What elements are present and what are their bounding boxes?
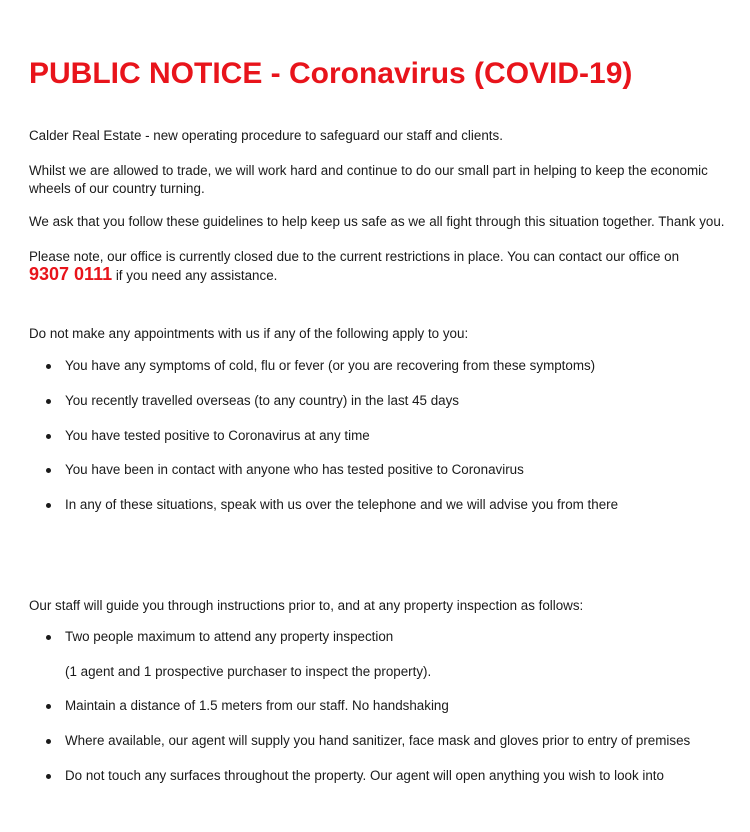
office-closed-text: Please note, our office is currently closed due to the current restrictions in place. You can contact our office on — [29, 249, 680, 264]
bullet-icon — [46, 635, 51, 640]
list-item-text: You have been in contact with anyone who has tested positive to Coronavirus — [65, 462, 524, 477]
bullet-icon — [46, 774, 51, 779]
appointments-heading: Do not make any appointments with us if any of the following apply to you: — [29, 326, 469, 341]
bullet-icon — [46, 739, 51, 744]
inspection-note: (1 agent and 1 prospective purchaser to inspect the property). — [65, 664, 432, 679]
bullet-icon — [46, 468, 51, 473]
list-item-text: You have tested positive to Coronavirus at any time — [65, 428, 370, 443]
list-item-text: You have any symptoms of cold, flu or fever (or you are recovering from these symptoms) — [65, 358, 596, 373]
assistance-text: if you need any assistance. — [112, 267, 278, 283]
guidelines-paragraph: We ask that you follow these guidelines to help keep us safe as we all fight through this situation together. Thank you. — [29, 214, 725, 229]
bullet-icon — [46, 704, 51, 709]
list-item-text: Two people maximum to attend any property inspection — [65, 629, 394, 644]
intro-paragraph: Calder Real Estate - new operating procedure to safeguard our staff and clients. — [29, 128, 503, 143]
office-closed-paragraph — [29, 248, 729, 284]
bullet-icon — [46, 364, 51, 369]
list-item-text: You recently travelled overseas (to any country) in the last 45 days — [65, 393, 459, 408]
phone-number: 9307 0111 — [29, 263, 113, 284]
bullet-icon — [46, 434, 51, 439]
list-item-text: In any of these situations, speak with us over the telephone and we will advise you from there — [65, 497, 619, 512]
list-item-text: Maintain a distance of 1.5 meters from our staff. No handshaking — [65, 698, 449, 713]
list-item-text: Do not touch any surfaces throughout the property. Our agent will open anything you wish to look into — [65, 768, 664, 783]
trade-paragraph: Whilst we are allowed to trade, we will work hard and continue to do our small part in helping to keep the economic wheels of our country turning. — [29, 163, 708, 196]
bullet-icon — [46, 399, 51, 404]
list-item-text: Where available, our agent will supply you hand sanitizer, face mask and gloves prior to entry of premises — [65, 733, 691, 748]
bullet-icon — [46, 503, 51, 508]
notice-title: PUBLIC NOTICE - Coronavirus (COVID-19) — [29, 57, 633, 90]
inspection-heading: Our staff will guide you through instructions prior to, and at any property inspection as follows: — [29, 598, 584, 613]
